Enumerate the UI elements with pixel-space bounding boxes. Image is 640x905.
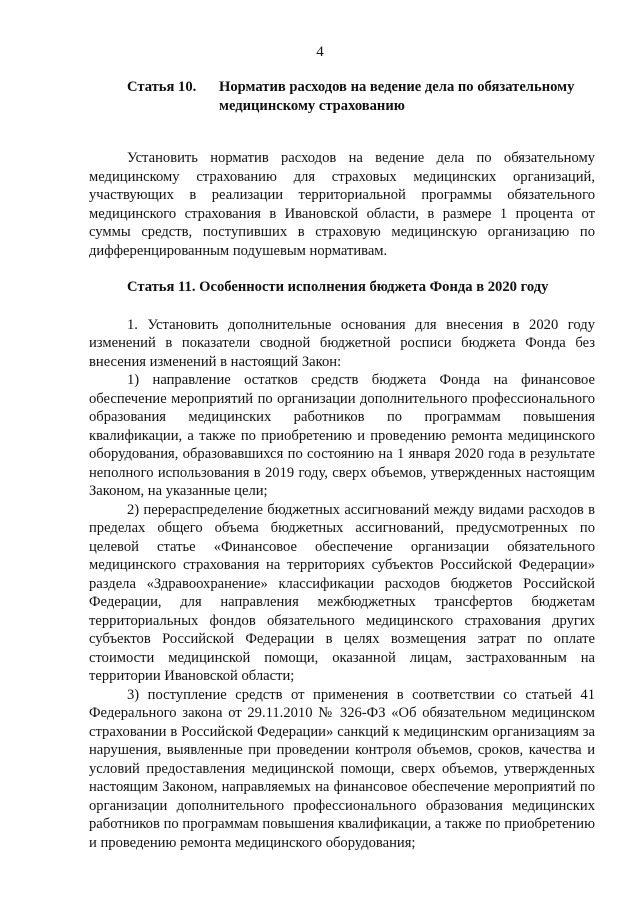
article-10-number: Статья 10. xyxy=(127,79,197,95)
article-11-item-3: 3) поступление средств от применения в соответствии со статьей 41 Федерального закона от 29.11.2010 № 326-ФЗ «Об обязательном медицинском страховании в Российской Федерации» санкций к медицинским организациям за нарушения, выявленные при проведении контроля объемов, сроков, качества и условий предоставления медицинской помощи, сверх объемов, утвержденных настоящим Законом, направляемых на финансовое обеспечение мероприятий по организации дополнительного профессионального образования медицинских работников по программам повышения квалификации, а также по приобретению и проведению ремонта медицинского оборудования; xyxy=(89,686,595,851)
page-number: 4 xyxy=(316,44,324,60)
article-10-heading xyxy=(89,78,595,115)
article-10-body: Установить норматив расходов на ведение дела по обязательному медицинскому страхованию для страховых медицинских организаций, участвующих в реализации территориальной программы обязательного медицинского страхования в Ивановской области, в размере 1 процента от суммы средств, поступивших в страховую медицинскую организацию по дифференцированным подушевым нормативам. xyxy=(89,150,595,259)
article-11-item-2: 2) перераспределение бюджетных ассигнований между видами расходов в пределах общего объема бюджетных ассигнований, предусмотренных по целевой статье «Финансовое обеспечение организации обязательного медицинского страхования на территориях субъектов Российской Федерации» раздела «Здравоохранение» классификации расходов бюджетов Российской Федерации, для направления межбюджетных трансфертов бюджетам территориальных фондов обязательного медицинского страхования других субъектов Российской Федерации в целях возмещения затрат по оплате стоимости медицинской помощи, оказанной лицам, застрахованным на территории Ивановской области; xyxy=(89,501,595,684)
article-11-heading: Статья 11. Особенности исполнения бюджета Фонда в 2020 году xyxy=(127,279,549,295)
document-content xyxy=(89,78,595,852)
spacer xyxy=(89,297,595,316)
article-11-intro: 1. Установить дополнительные основания для внесения в 2020 году изменений в показатели сводной бюджетной росписи бюджета Фонда без внесения изменений в настоящий Закон: xyxy=(89,316,595,370)
article-10-title: Норматив расходов на ведение дела по обязательному медицинскому страхованию xyxy=(219,79,575,114)
spacer xyxy=(89,115,595,149)
article-11-item-1: 1) направление остатков средств бюджета Фонда на финансовое обеспечение мероприятий по организации дополнительного профессионального образования медицинских работников по программам повышения квалификации, а также по приобретению и проведению ремонта медицинского оборудования, образовавшихся по состоянию на 1 января 2020 года в результате неполного использования в 2019 году, сверх объемов, утвержденных настоящим Законом, на указанные цели; xyxy=(89,372,595,499)
spacer xyxy=(89,260,595,278)
